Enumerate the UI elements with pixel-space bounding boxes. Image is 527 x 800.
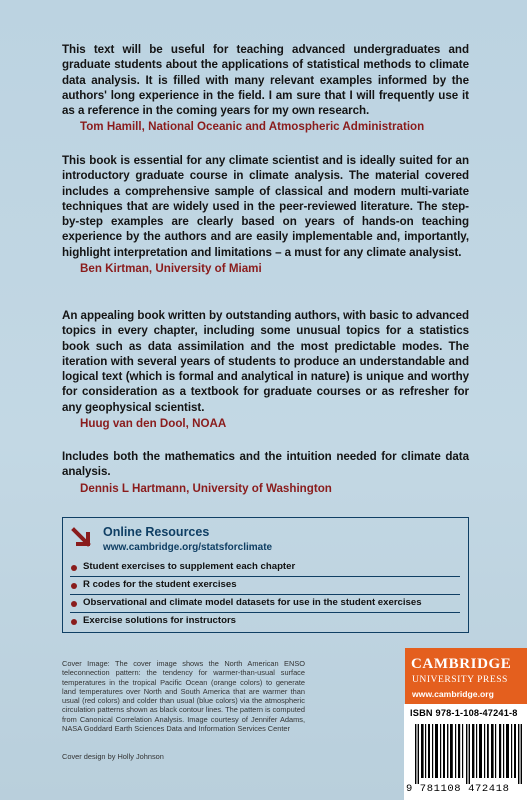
barcode-icon <box>413 724 525 784</box>
review-2 <box>62 153 469 276</box>
publisher-url[interactable]: www.cambridge.org <box>412 689 494 699</box>
arrow-icon <box>70 526 96 552</box>
review-1 <box>62 42 469 134</box>
resources-list <box>70 559 460 630</box>
review-text: This text will be useful for teaching advanced undergraduates and graduate students about the applications of statistical methods to climate data analysis. It is filled with many relevant examples informed by the authors' long experience in the field. I am sure that I will frequently use it as a reference in the coming years for my own research. <box>62 43 469 118</box>
review-attribution: Tom Hamill, National Oceanic and Atmospheric Administration <box>80 120 425 134</box>
publisher-logo <box>405 648 527 704</box>
isbn-label: ISBN 978-1-108-47241-8 <box>410 708 518 718</box>
review-3 <box>62 308 469 431</box>
barcode-panel <box>404 704 527 800</box>
online-resources-box <box>62 517 469 633</box>
resource-item: Exercise solutions for instructors <box>70 612 460 630</box>
publisher-name: CAMBRIDGE <box>411 656 512 672</box>
publisher-subtitle: UNIVERSITY PRESS <box>412 674 508 685</box>
review-attribution: Ben Kirtman, University of Miami <box>80 262 262 276</box>
resource-item: Observational and climate model datasets for use in the student exercises <box>70 594 460 612</box>
review-attribution: Dennis L Hartmann, University of Washington <box>80 481 332 495</box>
resources-url[interactable]: www.cambridge.org/statsforclimate <box>103 542 273 553</box>
resource-item: Student exercises to supplement each chapter <box>70 559 460 576</box>
review-text: Includes both the mathematics and the intuition needed for climate data analysis. <box>62 450 469 479</box>
review-4 <box>62 449 469 496</box>
review-attribution: Huug van den Dool, NOAA <box>80 417 227 431</box>
review-text: This book is essential for any climate scientist and is ideally suited for an introductory graduate course in climate analysis. The material covered includes a comprehensive sample of classical and modern multi-variate techniques that are widely used in the peer-reviewed literature. The step-by-step examples are clearly based on years of hands-on teaching experience by the authors and are easily implementable and, importantly, highlight interpretation and limitations – a must for any climate analysist. <box>62 154 469 259</box>
cover-image-credit: Cover Image: The cover image shows the North American ENSO teleconnection pattern: the tendency for warmer-than-usual surface temperatures in the tropical Pacific Ocean (orange colors) to generate land temperatures over North and South America that are warmer than usual (red colors) and colder than usual (blue colors) via the atmospheric circulation patterns shown as black contour lines. The pattern is computed from Canonical Correlation Analysis. Image courtesy of Jennifer Adams, NASA Goddard Earth Sciences Data and Information Services Center <box>62 659 305 733</box>
review-text: An appealing book written by outstanding authors, with basic to advanced topics in every chapter, including some unusual topics for a statistics book such as data assimilation and the most predictable modes. The iteration with several years of students to produce an understandable and logical text (which is formal and analytical in nature) is unique and worthy for consideration as a textbook for graduate courses or as refresher for any geophysical scientist. <box>62 309 469 414</box>
resource-item: R codes for the student exercises <box>70 576 460 594</box>
barcode-number: 9 781108 472418 <box>406 783 510 795</box>
cover-design-credit: Cover design by Holly Johnson <box>62 752 164 761</box>
resources-title: Online Resources <box>103 525 210 539</box>
